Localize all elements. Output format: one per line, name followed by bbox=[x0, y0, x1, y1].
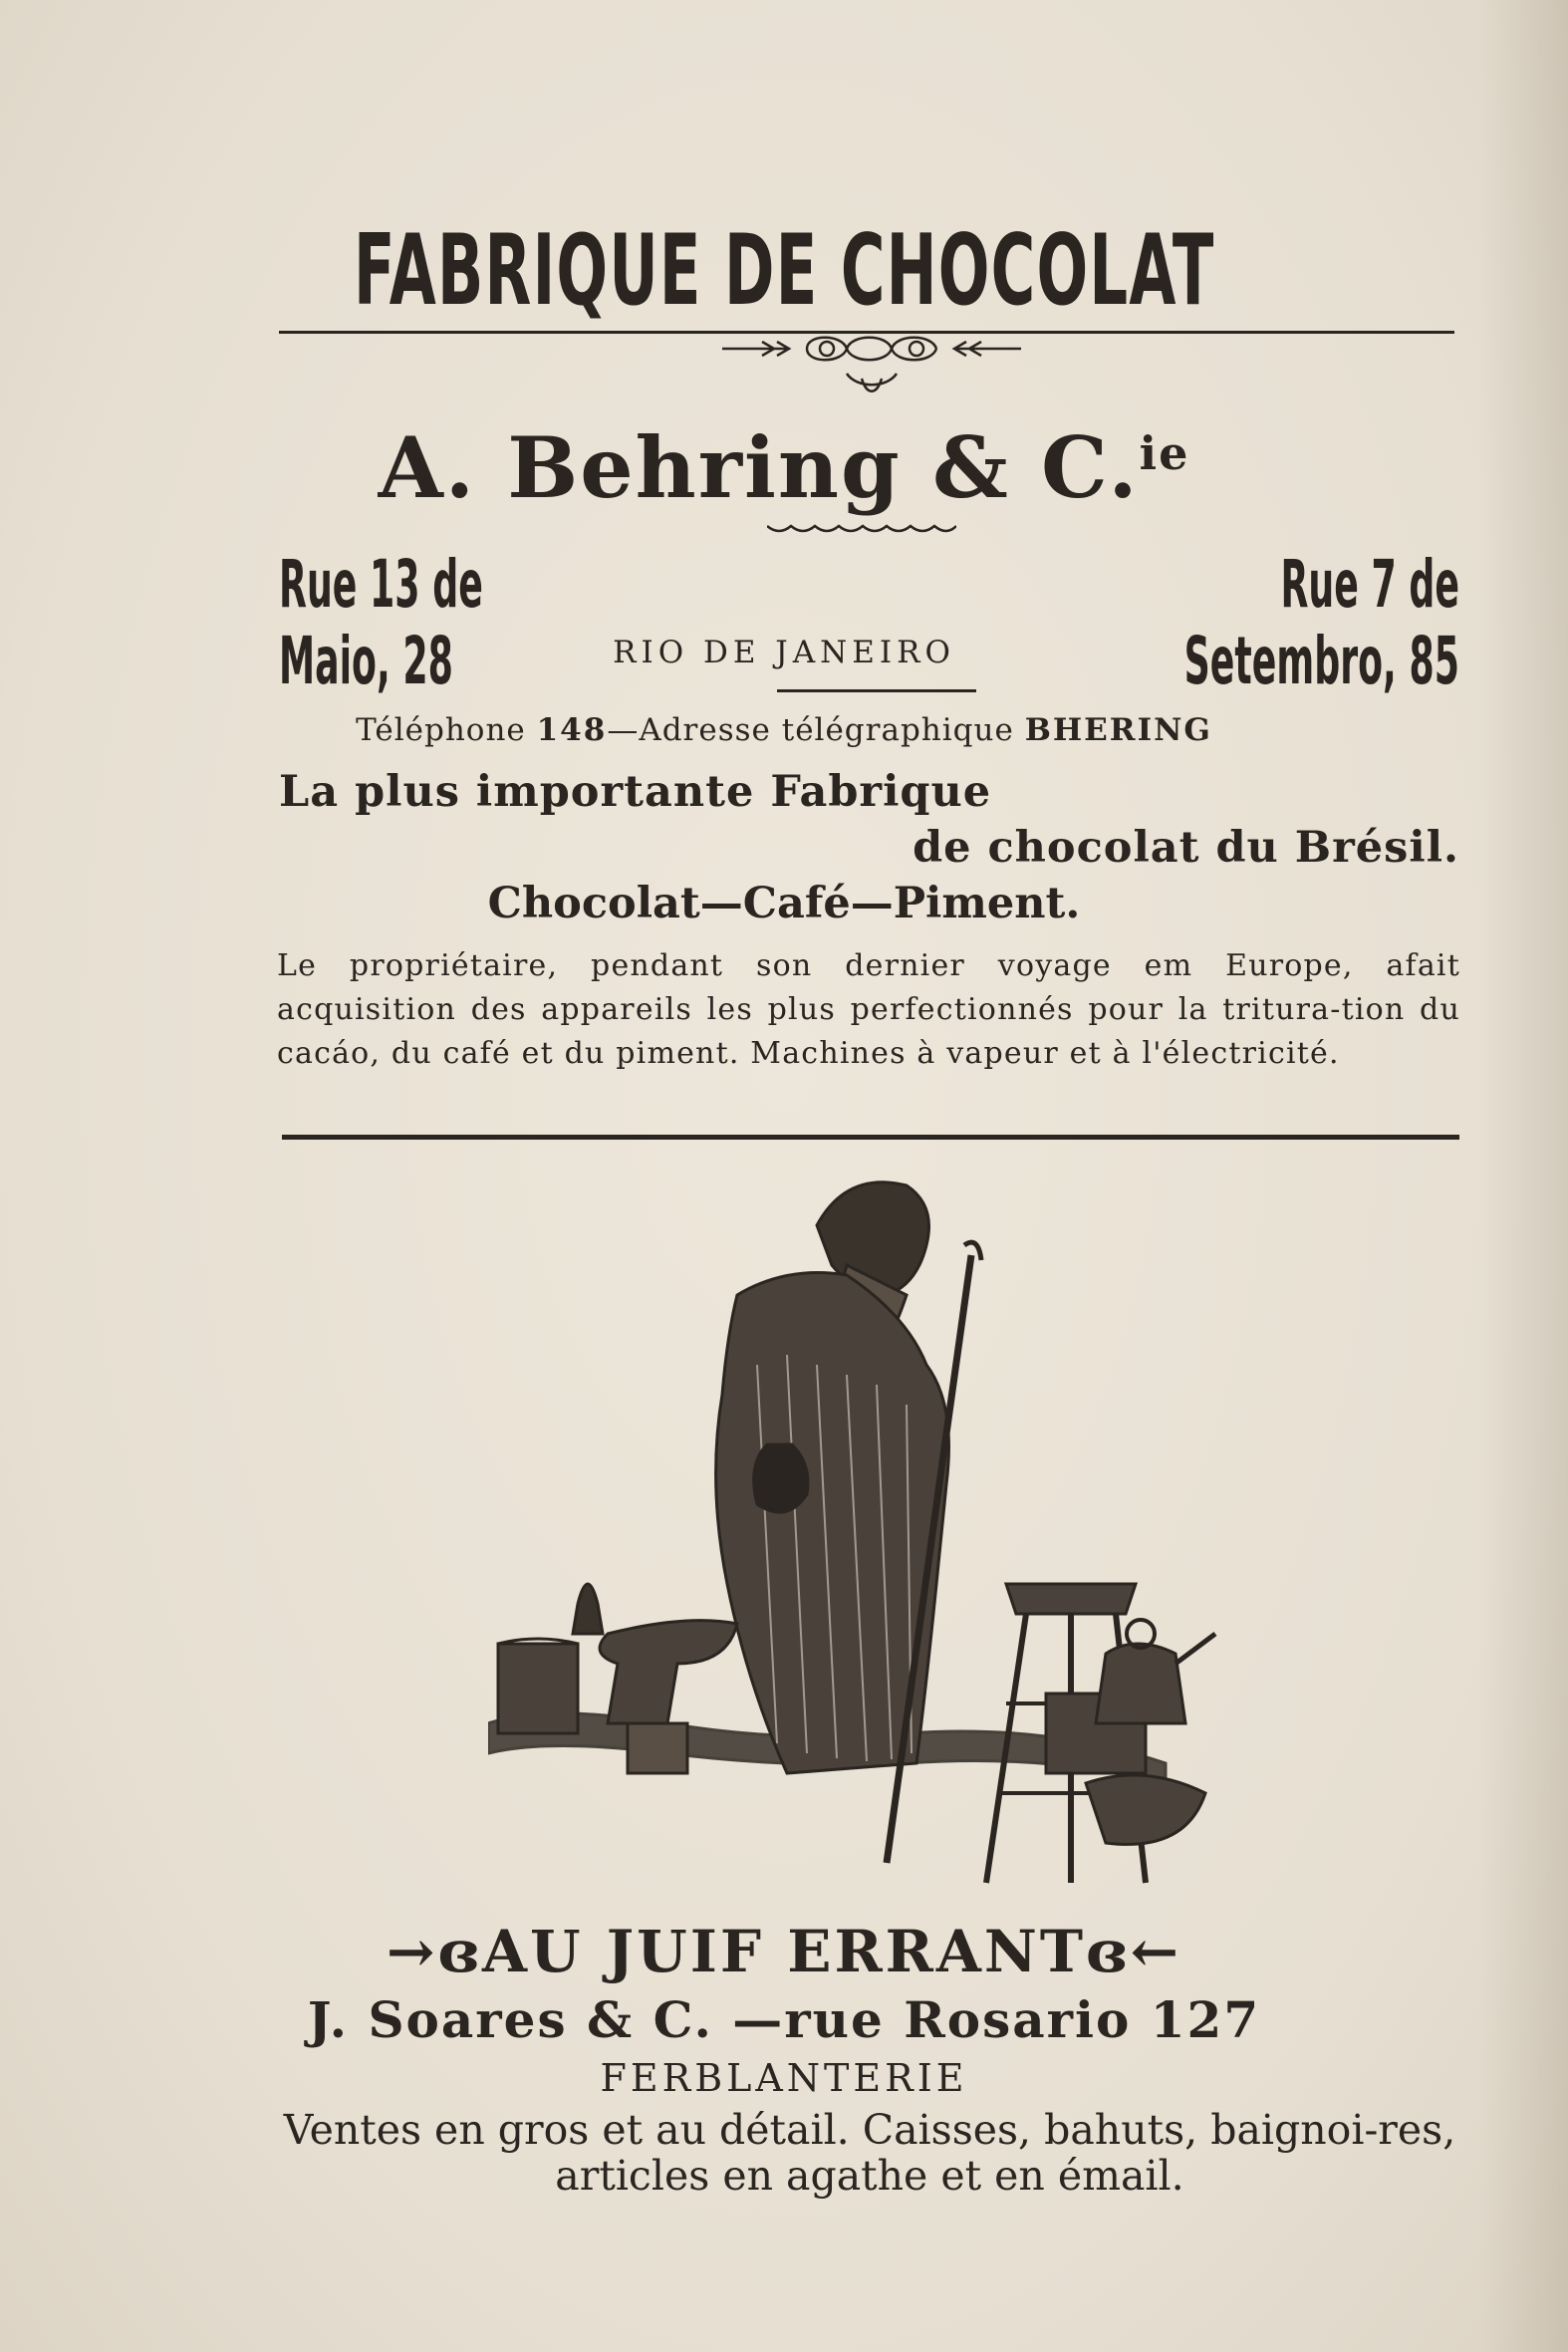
city-underline bbox=[777, 689, 976, 692]
wandering-man-engraving-icon bbox=[488, 1166, 1245, 1913]
description-paragraph: Le propriétaire, pendant son dernier voyage em Europe, afait acquisition des appareils les plus perfectionnés pour la tritura-tion du cacáo, du café et du piment. Machines à vapeur et à l'électricité. bbox=[277, 948, 1460, 1071]
slogan-line-1: La plus importante Fabrique bbox=[279, 767, 992, 817]
trade-name: FERBLANTERIE bbox=[600, 2056, 968, 2100]
company-name: A. Behring & C.$^{ie}$ bbox=[378, 418, 1190, 517]
right-flourish-icon: ɞ← bbox=[1086, 1918, 1182, 1985]
street-address-right: Rue 7 de Setembro, 85 bbox=[1183, 546, 1459, 699]
owner-address: J. Soares & C. —rue Rosario 127 bbox=[307, 1990, 1261, 2049]
products-line: Chocolat—Café—Piment. bbox=[487, 879, 1081, 928]
street-address-left: Rue 13 de Maio, 28 bbox=[279, 546, 483, 699]
ornament-flourish-icon bbox=[717, 334, 1026, 405]
wavy-divider-icon bbox=[767, 520, 956, 540]
section-divider bbox=[282, 1135, 1459, 1140]
city-name: RIO DE JANEIRO bbox=[613, 635, 955, 670]
sales-description: Ventes en gros et au détail. Caisses, bahuts, baignoi-res, articles en agathe et en émail. bbox=[283, 2106, 1456, 2200]
shop-name: →ɞAU JUIF ERRANTɞ← bbox=[386, 1918, 1182, 1985]
left-flourish-icon: →ɞ bbox=[386, 1918, 482, 1985]
contact-line: Téléphone 148—Adresse télégraphique BHERING bbox=[356, 712, 1212, 748]
slogan-line-2: de chocolat du Brésil. bbox=[913, 823, 1459, 873]
ad-title: FABRIQUE DE CHOCOLAT bbox=[353, 214, 1215, 328]
